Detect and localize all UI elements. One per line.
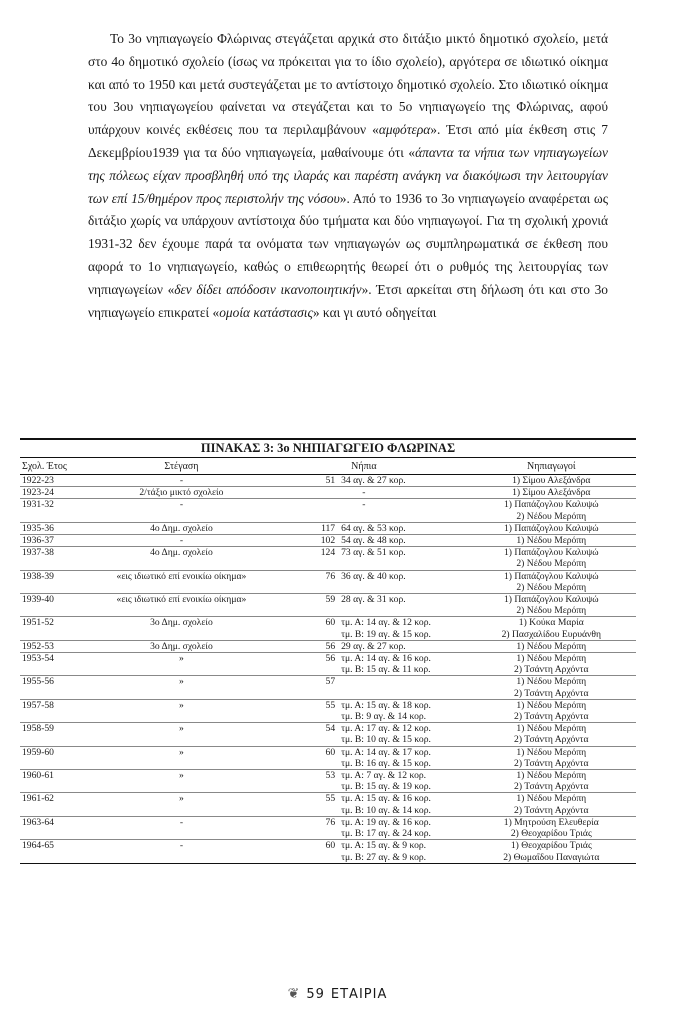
teacher-name: 1) Παπάζογλου Καλυψώ: [503, 594, 599, 606]
cell-year: 1938-39: [20, 570, 102, 593]
pupils-breakdown: τμ. Β: 16 αγ. & 15 κορ.: [341, 757, 431, 769]
pupils-breakdown: τμ. Β: 19 αγ. & 15 κορ.: [341, 628, 431, 640]
header-pupils: Νήπια: [261, 458, 466, 475]
pupils-breakdown: τμ. Β: 15 αγ. & 19 κορ.: [341, 781, 431, 793]
table-row: [20, 547, 636, 570]
cell-pupils: [261, 746, 466, 769]
pupils-breakdown: τμ. Α: 19 αγ. & 16 κορ.: [341, 816, 431, 828]
pupils-breakdown: τμ. Β: 27 αγ. & 9 κορ.: [341, 851, 427, 863]
cell-housing: »: [102, 653, 261, 676]
cell-pupils: [261, 676, 466, 699]
teacher-name: 2) Τσάντη Αρχόντα: [514, 711, 589, 723]
pupils-total: 56: [325, 640, 336, 652]
teacher-name: 2) Νέδου Μερόπη: [516, 581, 587, 593]
table-row: [20, 499, 636, 522]
cell-pupils: [261, 570, 466, 593]
table-row: [20, 640, 636, 652]
cell-housing: 4ο Δημ. σχολείο: [102, 547, 261, 570]
teacher-name: 2) Τσάντη Αρχόντα: [514, 687, 589, 699]
pupils-total: 76: [325, 570, 336, 582]
pupils-breakdown: τμ. Α: 14 αγ. & 17 κορ.: [341, 746, 431, 758]
pupils-total: -: [362, 499, 366, 511]
teacher-name: 2) Τσάντη Αρχόντα: [514, 781, 589, 793]
cell-housing: »: [102, 699, 261, 722]
pupils-breakdown: 29 αγ. & 27 κορ.: [341, 640, 406, 652]
cell-housing: »: [102, 723, 261, 746]
cell-pupils: [261, 617, 466, 640]
pupils-total: 57: [325, 676, 336, 688]
teacher-name: 1) Νέδου Μερόπη: [516, 535, 587, 547]
cell-year: 1958-59: [20, 723, 102, 746]
cell-year: 1961-62: [20, 793, 102, 816]
table-body: [20, 475, 636, 863]
paragraph-text: ». Έτσι αρκείται στη δήλωση ότι και στο 3ο νηπιαγωγείο επικρατεί «: [88, 281, 608, 320]
teacher-name: 1) Νέδου Μερόπη: [516, 676, 587, 688]
pupils-breakdown: τμ. Α: 14 αγ. & 16 κορ.: [341, 653, 431, 665]
cell-teachers: [467, 522, 636, 534]
pupils-total: -: [362, 487, 366, 499]
pupils-total: 56: [325, 653, 336, 665]
table-3: [20, 438, 636, 864]
paragraph-text: » και γι αυτό οδηγείται: [312, 304, 437, 320]
cell-teachers: [467, 723, 636, 746]
pupils-total: 55: [325, 699, 336, 711]
cell-teachers: [467, 499, 636, 522]
cell-teachers: [467, 594, 636, 617]
table-row: [20, 475, 636, 487]
cell-year: 1936-37: [20, 535, 102, 547]
cell-teachers: [467, 535, 636, 547]
body-text: [88, 28, 608, 324]
pupils-breakdown: 73 αγ. & 51 κορ.: [341, 547, 406, 559]
table-row: [20, 570, 636, 593]
quoted-italic-text: ομοία κατάστασις: [219, 304, 313, 320]
pupils-breakdown: 54 αγ. & 48 κορ.: [341, 535, 406, 547]
cell-housing: »: [102, 676, 261, 699]
data-table: [20, 458, 636, 863]
table-row: [20, 487, 636, 499]
main-paragraph: [88, 28, 608, 324]
header-housing: Στέγαση: [102, 458, 261, 475]
table-row: [20, 676, 636, 699]
table-row: [20, 699, 636, 722]
cell-pupils: [261, 653, 466, 676]
cell-teachers: [467, 547, 636, 570]
pupils-total: 60: [325, 840, 336, 852]
cell-pupils: [261, 793, 466, 816]
teacher-name: 2) Τσάντη Αρχόντα: [514, 734, 589, 746]
teacher-name: 1) Μητρούση Ελευθερία: [503, 816, 599, 828]
table-row: [20, 840, 636, 863]
table-row: [20, 746, 636, 769]
teacher-name: 1) Παπάζογλου Καλυψώ: [503, 522, 599, 534]
pupils-total: 124: [320, 547, 336, 559]
table-row: [20, 617, 636, 640]
cell-teachers: [467, 746, 636, 769]
cell-year: 1964-65: [20, 840, 102, 863]
cell-year: 1922-23: [22, 475, 54, 486]
cell-year: 1937-38: [20, 547, 102, 570]
teacher-name: 2) Τσάντη Αρχόντα: [514, 664, 589, 676]
cell-housing: -: [102, 840, 261, 863]
pupils-total: 102: [320, 535, 336, 547]
pupils-breakdown: 64 αγ. & 53 κορ.: [341, 522, 406, 534]
teacher-name: 1) Παπάζογλου Καλυψώ: [503, 499, 599, 511]
teacher-name: 2) Θεοχαρίδου Τριάς: [510, 828, 592, 840]
pupils-total: 55: [325, 793, 336, 805]
cell-pupils: [261, 487, 466, 499]
cell-pupils: [261, 547, 466, 570]
pupils-total: 76: [325, 816, 336, 828]
table-row: [20, 522, 636, 534]
pupils-breakdown: τμ. Α: 14 αγ. & 12 κορ.: [341, 617, 431, 629]
pupils-total: 54: [325, 723, 336, 735]
table-row: [20, 770, 636, 793]
cell-housing: »: [102, 793, 261, 816]
pupils-breakdown: τμ. Β: 10 αγ. & 14 κορ.: [341, 804, 431, 816]
cell-housing: «εις ιδιωτικό επί ενοικίω οίκημα»: [102, 594, 261, 617]
teacher-name: 1) Νέδου Μερόπη: [516, 699, 587, 711]
teacher-name: 1) Νέδου Μερόπη: [516, 653, 587, 665]
cell-year: 1963-64: [20, 816, 102, 839]
table-header-row: [20, 458, 636, 475]
cell-teachers: [467, 816, 636, 839]
cell-teachers: [467, 475, 636, 487]
cell-pupils: [261, 594, 466, 617]
page-footer: [0, 986, 675, 1002]
cell-year: 1960-61: [20, 770, 102, 793]
teacher-name: 1) Νέδου Μερόπη: [516, 746, 587, 758]
cell-pupils: [261, 699, 466, 722]
teacher-name: 1) Νέδου Μερόπη: [516, 640, 587, 652]
teacher-name: 2) Θωμαΐδου Παναγιώτα: [503, 851, 600, 863]
cell-housing: -: [102, 499, 261, 522]
cell-housing: 4ο Δημ. σχολείο: [102, 522, 261, 534]
cell-pupils: [261, 770, 466, 793]
cell-year: 1939-40: [20, 594, 102, 617]
pupils-breakdown: τμ. Α: 15 αγ. & 18 κορ.: [341, 699, 431, 711]
cell-teachers: [467, 617, 636, 640]
paragraph-text: Το 3ο νηπιαγωγείο Φλώρινας στεγάζεται αρχικά στο διτάξιο μικτό δημοτικό σχολείο, μετά στο 4ο δημοτικό σχολείο (ίσως να πρόκειται για το ίδιο σχολείο), αργότερα σε ιδιωτικό οίκημα και από το 1950 και μετά συστεγάζεται με το αντίστοιχο δημοτικό σχολείο. Στο ιδιωτικό οίκημα του 3ου νηπιαγωγείου φαίνεται να στεγάζεται και το 5ο νηπιαγωγείο της Φλώρινας, αφού υπάρχουν κοινές εκθέσεις που τα περιλαμβάνουν «: [88, 31, 608, 138]
cell-teachers: [467, 770, 636, 793]
cell-housing: «εις ιδιωτικό επί ενοικίω οίκημα»: [102, 570, 261, 593]
quoted-italic-text: άπαντα τα νήπια των νηπιαγωγείων της πόλεως είχαν προσβληθή υπό της ιλαράς και παρέστη ανάγκη να διακόψωσι την λειτουργίαν των επί 15/θημέρον προς περιστολήν της νόσου: [88, 144, 608, 206]
pupils-breakdown: τμ. Α: 7 αγ. & 12 κορ.: [341, 770, 427, 782]
cell-pupils: [261, 535, 466, 547]
paragraph-text: ». Από το 1936 το 3ο νηπιαγωγείο αναφέρεται ως διτάξιο χωρίς να υπάρχουν αντίστοιχα δύο τμήματα και δύο νηπιαγωγοί. Για τη σχολική χρονιά 1931-32 δεν έχουμε παρά τα ονόματα των νηπιαγωγών ως συμπληρωματικά σε έκθεση που αφορά το 1ο νηπιαγωγείο, καθώς ο επιθεωρητής θεωρεί ότι ο ρυθμός της λειτουργίας των νηπιαγωγείων «: [88, 190, 608, 297]
cell-year: 1955-56: [20, 676, 102, 699]
cell-year: 1953-54: [20, 653, 102, 676]
cell-teachers: [467, 793, 636, 816]
cell-pupils: [261, 723, 466, 746]
pupils-breakdown: τμ. Α: 15 αγ. & 16 κορ.: [341, 793, 431, 805]
cell-pupils: [261, 522, 466, 534]
floral-ornament-icon: ❦: [287, 986, 301, 1002]
pupils-breakdown: τμ. Β: 17 αγ. & 24 κορ.: [341, 828, 431, 840]
teacher-name: 2) Νέδου Μερόπη: [516, 510, 587, 522]
cell-teachers: [467, 640, 636, 652]
header-teachers: Νηπιαγωγοί: [467, 458, 636, 475]
pupils-total: 60: [325, 617, 336, 629]
teacher-name: 2) Πασχαλίδου Ευρυάνθη: [501, 628, 601, 640]
pupils-total: 59: [325, 594, 336, 606]
teacher-name: 1) Νέδου Μερόπη: [516, 793, 587, 805]
cell-housing: -: [179, 475, 184, 486]
cell-teachers: [467, 840, 636, 863]
pupils-total: 53: [325, 770, 336, 782]
table-row: [20, 535, 636, 547]
paragraph-text: ». Έτσι από μία έκθεση στις 7 Δεκεμβρίου1939 για τα δύο νηπιαγωγεία, μαθαίνουμε ότι «: [88, 122, 608, 160]
pupils-breakdown: 28 αγ. & 31 κορ.: [341, 594, 406, 606]
pupils-total: 60: [325, 746, 336, 758]
cell-year: 1957-58: [20, 699, 102, 722]
teacher-name: 1) Κούκα Μαρία: [518, 617, 584, 629]
table-row: [20, 793, 636, 816]
pupils-breakdown: τμ. Β: 9 αγ. & 14 κορ.: [341, 711, 427, 723]
teacher-name: 1) Σίμου Αλεξάνδρα: [512, 475, 591, 486]
quoted-italic-text: δεν δίδει απόδοσιν ικανοποιητικήν: [174, 281, 362, 297]
cell-teachers: [467, 487, 636, 499]
table-bottom-rule: [20, 863, 636, 864]
teacher-name: 1) Νέδου Μερόπη: [516, 723, 587, 735]
cell-year: 1952-53: [20, 640, 102, 652]
pupils-total: 117: [321, 522, 336, 534]
cell-year: 1951-52: [20, 617, 102, 640]
cell-year: 1931-32: [20, 499, 102, 522]
cell-housing: 3ο Δημ. σχολείο: [102, 617, 261, 640]
teacher-name: 1) Νέδου Μερόπη: [516, 770, 587, 782]
cell-housing: »: [102, 746, 261, 769]
pupils-breakdown: τμ. Β: 15 αγ. & 11 κορ.: [341, 664, 431, 676]
cell-pupils: [261, 640, 466, 652]
page-number: 59: [306, 987, 325, 1002]
cell-teachers: [467, 676, 636, 699]
teacher-name: 2) Νέδου Μερόπη: [516, 558, 587, 570]
cell-pupils: [261, 840, 466, 863]
teacher-name: 1) Παπάζογλου Καλυψώ: [503, 570, 599, 582]
cell-pupils: [261, 816, 466, 839]
cell-housing: -: [102, 816, 261, 839]
quoted-italic-text: αμφότερα: [378, 122, 431, 138]
header-year: Σχολ. Έτος: [20, 458, 102, 475]
teacher-name: 1) Σίμου Αλεξάνδρα: [512, 487, 591, 499]
pupils-breakdown: 36 αγ. & 40 κορ.: [341, 570, 406, 582]
pupils-breakdown: τμ. Β: 10 αγ. & 15 κορ.: [341, 734, 431, 746]
teacher-name: 2) Τσάντη Αρχόντα: [514, 757, 589, 769]
cell-housing: 2/τάξιο μικτό σχολείο: [102, 487, 261, 499]
cell-year: 1935-36: [20, 522, 102, 534]
pupils-breakdown: 34 αγ. & 27 κορ.: [341, 475, 406, 486]
cell-teachers: [467, 653, 636, 676]
cell-housing: »: [102, 770, 261, 793]
cell-teachers: [467, 570, 636, 593]
cell-teachers: [467, 699, 636, 722]
cell-year: 1923-24: [20, 487, 102, 499]
table-row: [20, 816, 636, 839]
teacher-name: 2) Νέδου Μερόπη: [516, 605, 587, 617]
cell-housing: 3ο Δημ. σχολείο: [102, 640, 261, 652]
cell-housing: -: [102, 535, 261, 547]
footer-label: ΕΤΑΙΡΙΑ: [330, 987, 388, 1002]
pupils-breakdown: τμ. Α: 15 αγ. & 9 κορ.: [341, 840, 427, 852]
teacher-name: 1) Θεοχαρίδου Τριάς: [510, 840, 592, 852]
pupils-breakdown: τμ. Α: 17 αγ. & 12 κορ.: [341, 723, 431, 735]
table-row: [20, 594, 636, 617]
cell-pupils: [261, 499, 466, 522]
table-row: [20, 653, 636, 676]
cell-pupils: [261, 475, 466, 487]
table-title: ΠΙΝΑΚΑΣ 3: 3ο ΝΗΠΙΑΓΩΓΕΙΟ ΦΛΩΡΙΝΑΣ: [20, 440, 636, 458]
cell-year: 1959-60: [20, 746, 102, 769]
pupils-total: 51: [325, 475, 336, 486]
teacher-name: 2) Τσάντη Αρχόντα: [514, 804, 589, 816]
teacher-name: 1) Παπάζογλου Καλυψώ: [503, 547, 599, 559]
table-row: [20, 723, 636, 746]
